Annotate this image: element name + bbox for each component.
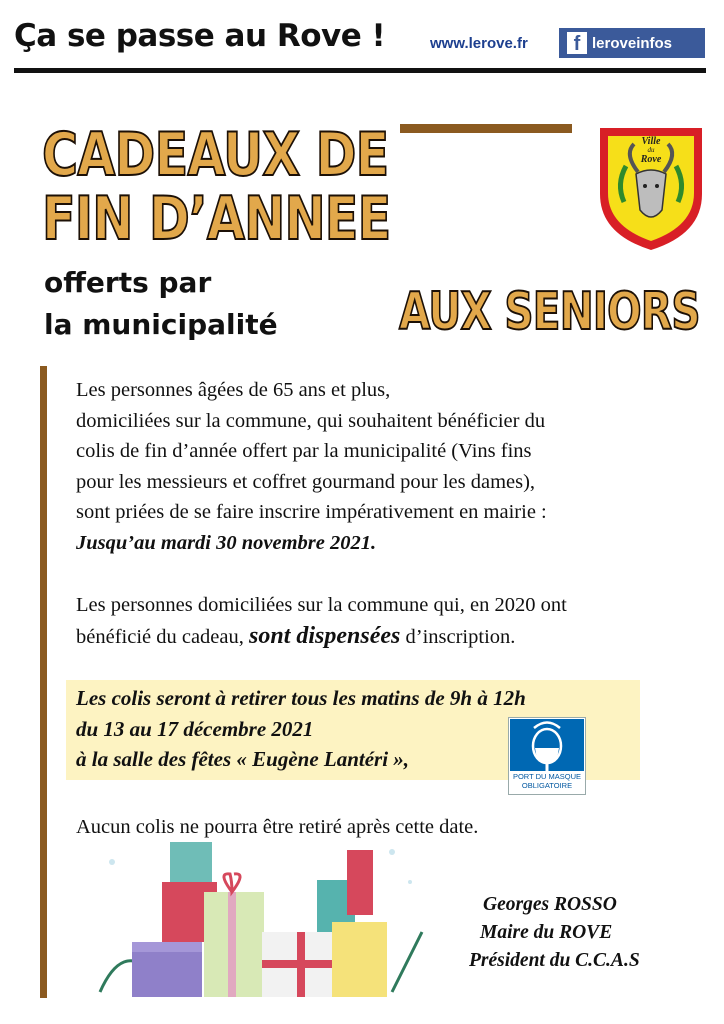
signature-role-ccas: Président du C.C.A.S bbox=[469, 950, 640, 971]
facebook-icon: f bbox=[567, 32, 587, 54]
headline-line-1: CADEAUX DE bbox=[42, 120, 389, 190]
subheadline-line-1: offerts par bbox=[44, 266, 212, 299]
info-line: colis de fin d’année offert par la municipalité (Vins fins bbox=[76, 440, 532, 462]
gift-boxes-illustration bbox=[92, 822, 428, 1002]
signature-name: Georges ROSSO bbox=[483, 894, 617, 915]
pickup-line: à la salle des fêtes « Eugène Lantéri », bbox=[76, 747, 410, 771]
crest-text-du: du bbox=[647, 146, 655, 154]
facebook-handle: leroveinfos bbox=[592, 34, 673, 52]
side-accent-bar bbox=[40, 366, 47, 998]
pickup-info bbox=[76, 683, 526, 775]
final-notice: Aucun colis ne pourra être retiré après cette date. bbox=[76, 816, 479, 838]
info-line: sont priées de se faire inscrire impérativement en mairie : bbox=[76, 501, 547, 523]
info-paragraph-2 bbox=[76, 590, 567, 652]
mask-face-icon bbox=[510, 719, 584, 771]
signature-role-mayor: Maire du ROVE bbox=[480, 922, 613, 943]
header-divider bbox=[14, 68, 706, 73]
rove-crest-logo bbox=[596, 124, 706, 252]
info-line: domiciliées sur la commune, qui souhaitent bénéficier du bbox=[76, 409, 546, 432]
headline-line-2: FIN D’ANNEE bbox=[42, 184, 391, 254]
website-link[interactable]: www.lerove.fr bbox=[430, 35, 528, 52]
info-line: Les personnes domiciliées sur la commune qui, en 2020 ont bbox=[76, 594, 567, 616]
mask-caption-line: OBLIGATOIRE bbox=[521, 781, 573, 790]
info-line: pour les messieurs et coffret gourmand pour les dames), bbox=[76, 470, 536, 493]
mask-required-sign bbox=[508, 717, 586, 795]
exemption-emphasis: sont dispensées bbox=[249, 622, 401, 649]
page-header-title: Ça se passe au Rove ! bbox=[14, 18, 386, 54]
info-line: Les personnes âgées de 65 ans et plus, bbox=[76, 379, 391, 401]
subheadline-line-2: la municipalité bbox=[44, 308, 278, 341]
crest-text-rove: Rove bbox=[640, 154, 662, 165]
registration-deadline: Jusqu’au mardi 30 novembre 2021. bbox=[76, 531, 377, 554]
info-paragraph-1 bbox=[76, 375, 547, 558]
pickup-line: du 13 au 17 décembre 2021 bbox=[76, 716, 314, 741]
facebook-badge[interactable] bbox=[559, 28, 705, 58]
info-text: d’inscription. bbox=[400, 625, 516, 648]
crest-text-ville: Ville bbox=[641, 136, 661, 147]
info-line bbox=[76, 621, 567, 653]
headline-seniors: AUX SENIORS bbox=[399, 282, 700, 342]
decorative-bar bbox=[400, 124, 572, 133]
info-text: bénéficié du cadeau, bbox=[76, 625, 250, 648]
pickup-line: Les colis seront à retirer tous les matins de 9h à 12h bbox=[76, 686, 526, 710]
mask-caption-line: PORT DU MASQUE bbox=[512, 772, 582, 781]
